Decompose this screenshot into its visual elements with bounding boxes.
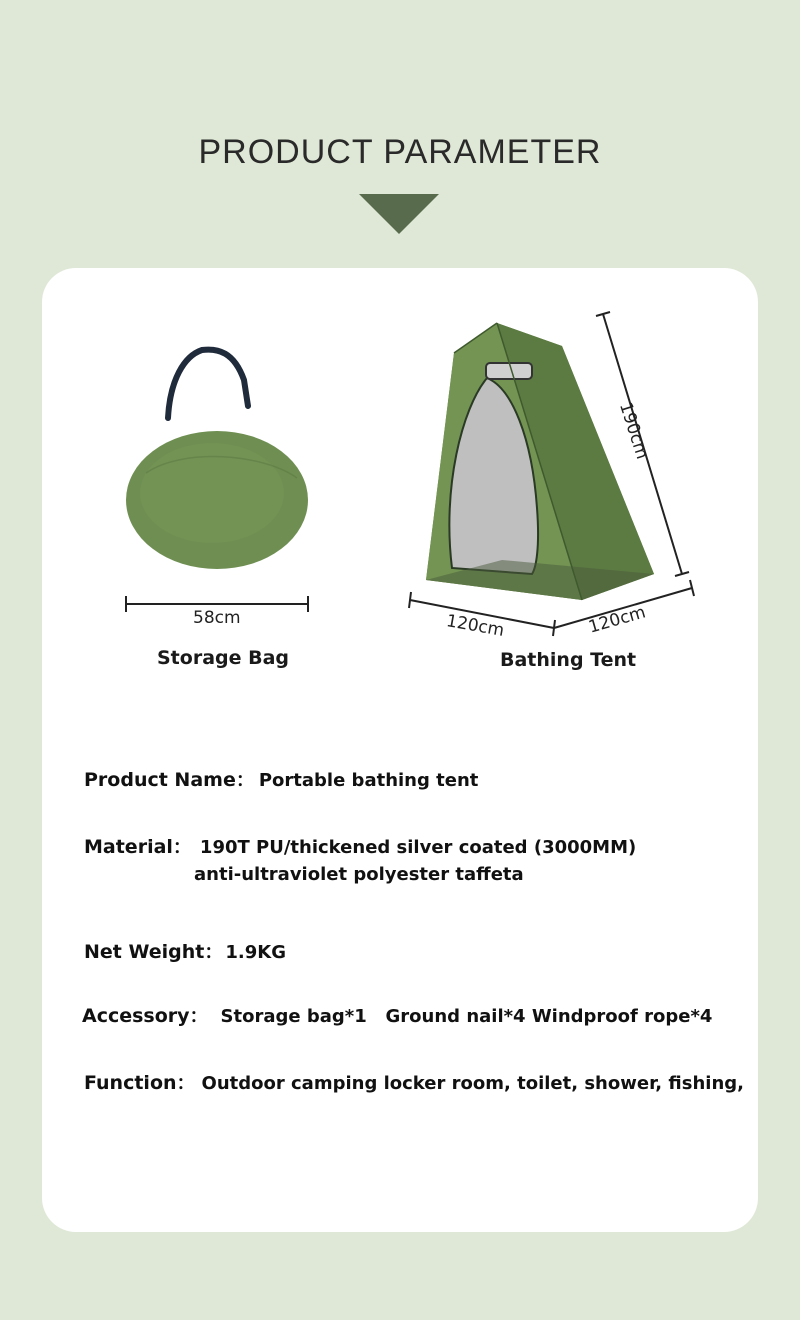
spec-function [84,1068,744,1095]
spec-accessory [82,1001,712,1028]
down-arrow-icon [359,194,439,234]
spec-value: 1.9KG [225,942,286,963]
bathing-tent-caption: Bathing Tent [500,649,637,671]
storage-bag-caption: Storage Bag [157,647,290,669]
spec-product-name [84,765,478,792]
spec-label: Net Weight： [84,941,224,963]
spec-material-line2: anti-ultraviolet polyester taffeta [194,864,524,885]
tent-depth-label: 120cm [586,602,648,638]
spec-value: 190T PU/thickened silver coated (3000MM) [199,837,637,858]
spec-label: Material： [84,836,192,858]
spec-label: Function： [84,1072,196,1094]
tent-height-label: 190cm [614,400,653,462]
spec-value: Storage bag*1 Ground nail*4 Windproof rope*4 [220,1006,713,1027]
spec-value: Portable bathing tent [258,770,479,791]
tent-width-label: 120cm [444,611,506,641]
spec-label: Accessory： [82,1005,209,1027]
bathing-tent-illustration [426,323,654,600]
spec-label: Product Name： [84,769,255,791]
spec-net-weight [84,937,286,964]
spec-material [84,832,636,859]
storage-bag-illustration [126,350,308,569]
page-title: PRODUCT PARAMETER [198,133,602,171]
bag-width-label: 58cm [193,608,241,628]
spec-value: Outdoor camping locker room, toilet, shower, fishing, [201,1073,744,1094]
